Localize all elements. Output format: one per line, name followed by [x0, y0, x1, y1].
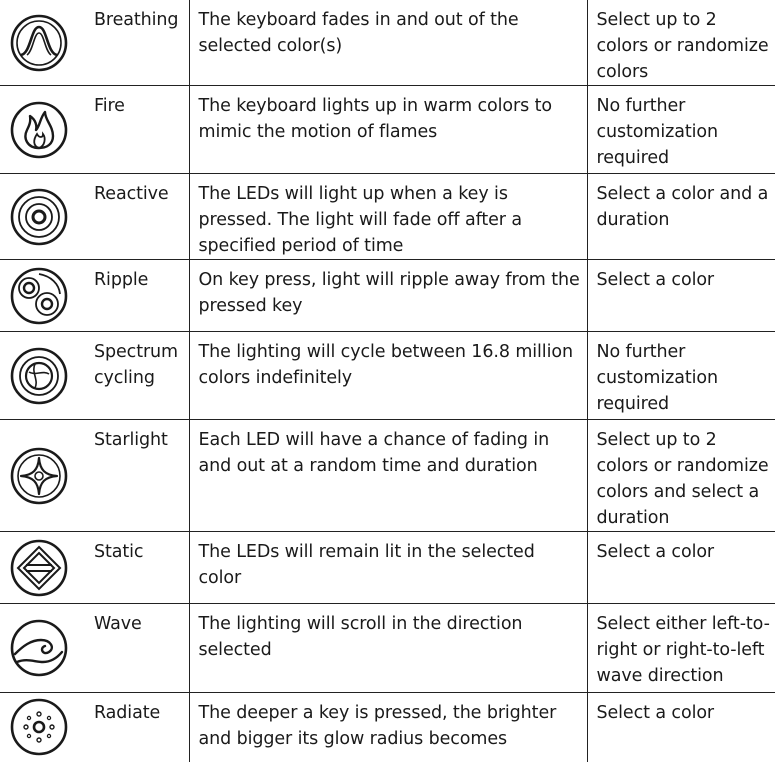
table-row — [0, 532, 775, 604]
static-icon — [9, 538, 84, 598]
effect-options: Select up to 2 colors or randomize colors and select a duration — [587, 420, 775, 532]
effect-description: The LEDs will remain lit in the selected color — [189, 532, 587, 604]
table-row — [0, 260, 775, 332]
table-row — [0, 0, 775, 86]
spectrum-cycling-icon — [9, 346, 84, 406]
ripple-icon — [9, 266, 84, 326]
effect-description: The lighting will cycle between 16.8 million colors indefinitely — [189, 332, 587, 420]
table-row — [0, 693, 775, 762]
effect-name: Ripple — [84, 260, 189, 332]
effect-description: The keyboard lights up in warm colors to mimic the motion of flames — [189, 86, 587, 174]
effect-options: No further customization required — [587, 332, 775, 420]
effect-description: The LEDs will light up when a key is pressed. The light will fade off after a specified period of time — [189, 174, 587, 260]
radiate-icon — [9, 697, 84, 757]
table-row — [0, 174, 775, 260]
table-row — [0, 332, 775, 420]
effect-options: Select a color and a duration — [587, 174, 775, 260]
effect-options: Select a color — [587, 260, 775, 332]
effect-description: On key press, light will ripple away from the pressed key — [189, 260, 587, 332]
table-row — [0, 604, 775, 693]
effect-options: No further customization required — [587, 86, 775, 174]
effect-name: Spectrum cycling — [84, 332, 189, 420]
breathing-icon — [9, 13, 84, 73]
table-row — [0, 420, 775, 532]
effect-name: Reactive — [84, 174, 189, 260]
effect-name: Fire — [84, 86, 189, 174]
effect-options: Select up to 2 colors or randomize colors — [587, 0, 775, 86]
reactive-icon — [9, 187, 84, 247]
effect-name: Breathing — [84, 0, 189, 86]
effect-name: Radiate — [94, 703, 161, 723]
starlight-icon — [9, 446, 84, 506]
effect-description: The lighting will scroll in the direction selected — [189, 604, 587, 693]
effect-name: Wave — [84, 604, 189, 693]
effect-description: The deeper a key is pressed, the brighter and bigger its glow radius becomes — [189, 693, 587, 762]
effect-description: Each LED will have a chance of fading in and out at a random time and duration — [189, 420, 587, 532]
fire-icon — [9, 100, 84, 160]
effect-options: Select a color — [587, 693, 775, 762]
effect-name: Starlight — [84, 420, 189, 532]
table-row — [0, 86, 775, 174]
wave-icon — [9, 618, 84, 678]
effect-description: The keyboard fades in and out of the selected color(s) — [189, 0, 587, 86]
effect-name: Static — [84, 532, 189, 604]
effect-options: Select a color — [587, 532, 775, 604]
effect-options: Select either left-to-right or right-to-left wave direction — [587, 604, 775, 693]
